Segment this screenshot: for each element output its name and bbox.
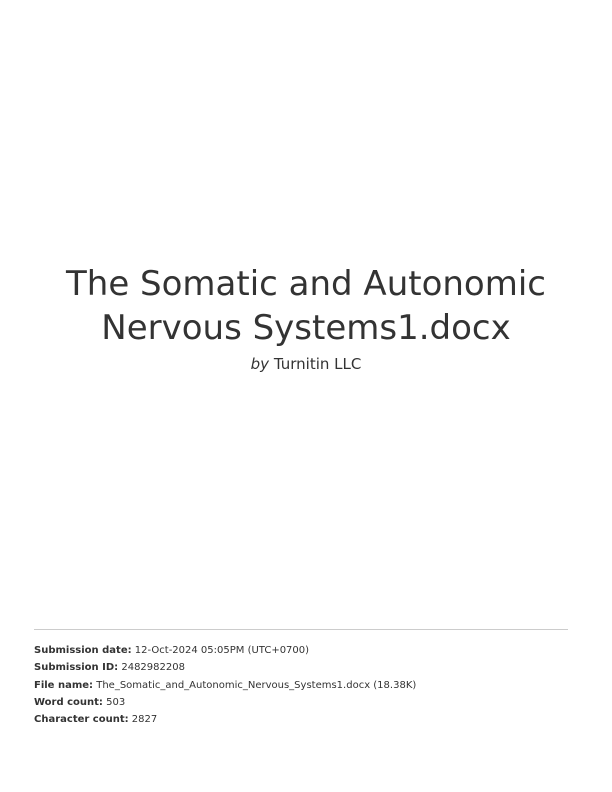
character-count-label: Character count: xyxy=(34,714,129,726)
submission-details xyxy=(34,642,574,728)
title-block xyxy=(0,262,612,374)
file-name-value: The_Somatic_and_Autonomic_Nervous_Systems1.docx (18.38K) xyxy=(96,679,417,691)
divider xyxy=(34,629,568,630)
character-count-value: 2827 xyxy=(131,714,158,726)
submission-id-value: 2482982208 xyxy=(121,662,185,674)
file-name-row xyxy=(34,677,574,694)
submission-date-label: Submission date: xyxy=(34,645,132,656)
submission-id-row xyxy=(34,659,574,676)
word-count-row xyxy=(34,694,574,711)
submission-id-label: Submission ID: xyxy=(34,662,119,674)
character-count-row xyxy=(34,711,574,728)
submission-date-value: 12-Oct-2024 05:05PM (UTC+0700) xyxy=(134,645,310,656)
byline-author: Turnitin LLC xyxy=(273,355,362,373)
word-count-label: Word count: xyxy=(34,696,103,708)
document-title-line2: Nervous Systems1.docx xyxy=(101,308,511,348)
byline-by: by xyxy=(250,355,270,373)
submission-date-row xyxy=(34,642,574,659)
document-title xyxy=(0,262,612,350)
document-title-line1: The Somatic and Autonomic xyxy=(66,264,546,304)
word-count-value: 503 xyxy=(106,696,126,708)
file-name-label: File name: xyxy=(34,679,94,691)
byline xyxy=(0,354,612,374)
